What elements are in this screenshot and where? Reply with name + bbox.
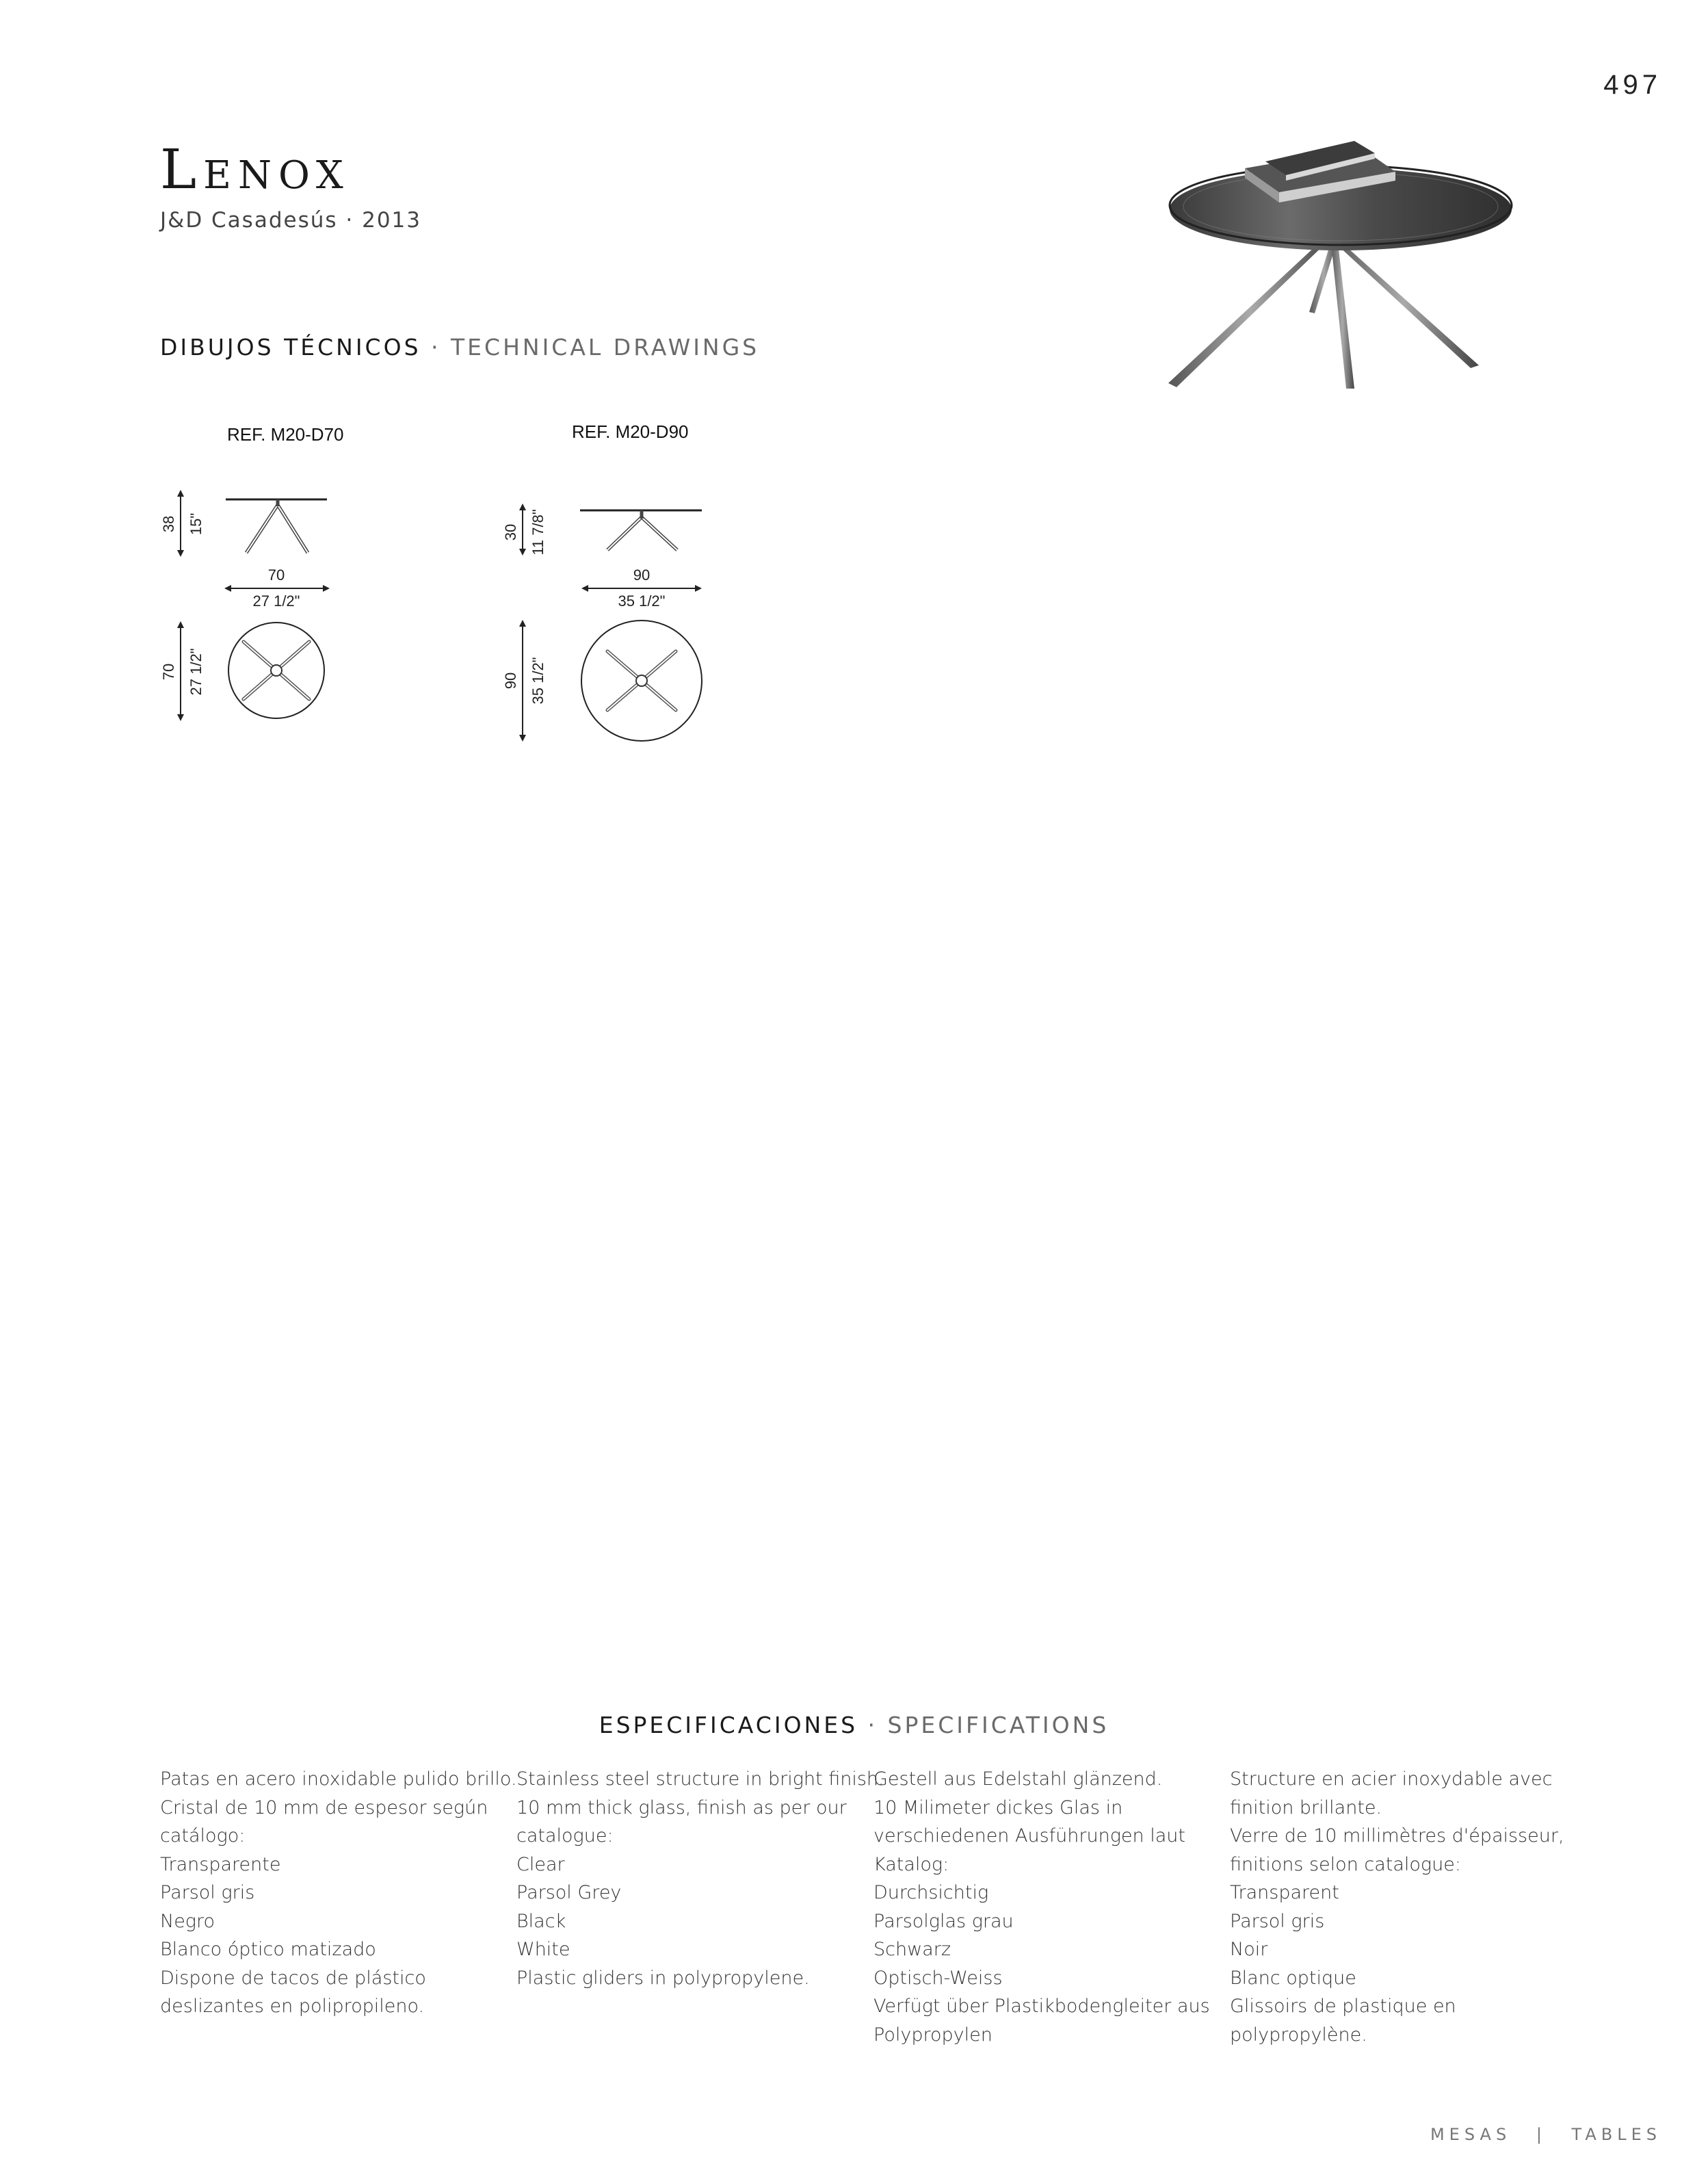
spec-line: Structure en acier inoxydable avec xyxy=(1230,1768,1553,1790)
specifications-heading xyxy=(0,1712,1708,1738)
spec-line: Parsol gris xyxy=(160,1882,255,1903)
spec-line: Parsol Grey xyxy=(516,1882,622,1903)
spec-line: Negro xyxy=(160,1910,215,1932)
spec-line: verschiedenen Ausführungen laut xyxy=(873,1825,1185,1846)
spec-line: Optisch-Weiss xyxy=(873,1967,1003,1989)
spec-line: White xyxy=(516,1939,570,1960)
spec-line: deslizantes en polipropileno. xyxy=(160,1996,425,2017)
heading-separator: · xyxy=(867,1712,878,1738)
footer-category xyxy=(1430,2125,1661,2144)
spec-line: Black xyxy=(516,1910,566,1932)
footer-category-en: TABLES xyxy=(1571,2125,1661,2144)
spec-line: finitions selon catalogue: xyxy=(1230,1853,1461,1875)
spec-line: Transparent xyxy=(1230,1882,1339,1903)
spec-line: polypropylène. xyxy=(1230,2024,1367,2046)
height-in-label: 15" xyxy=(187,512,205,536)
spec-line: catalogue: xyxy=(516,1825,614,1846)
heading-separator: · xyxy=(431,334,441,361)
spec-line: Clear xyxy=(516,1853,565,1875)
height-cm-label: 38 xyxy=(160,515,177,533)
spec-line: Blanc optique xyxy=(1230,1967,1356,1989)
width-in-label: 35 1/2" xyxy=(618,592,666,610)
heading-en: SPECIFICATIONS xyxy=(887,1712,1109,1738)
heading-es: ESPECIFICACIONES xyxy=(599,1712,858,1738)
width-cm-label: 90 xyxy=(633,566,651,584)
spec-line: Gestell aus Edelstahl glänzend. xyxy=(873,1768,1163,1790)
spec-line: finition brillante. xyxy=(1230,1797,1382,1818)
spec-line: catálogo: xyxy=(160,1825,246,1846)
width-in-label: 27 1/2" xyxy=(252,592,300,610)
drawing-ref-label: REF. M20-D90 xyxy=(572,421,689,442)
technical-drawings-heading xyxy=(160,334,759,361)
footer-divider: | xyxy=(1536,2125,1547,2144)
diameter-cm-label: 70 xyxy=(160,663,177,681)
height-cm-label: 30 xyxy=(502,523,519,541)
spec-line: Parsolglas grau xyxy=(873,1910,1014,1932)
spec-line: Katalog: xyxy=(873,1853,949,1875)
spec-line: Dispone de tacos de plástico xyxy=(160,1967,426,1989)
heading-en: TECHNICAL DRAWINGS xyxy=(451,334,760,361)
spec-line: Glissoirs de plastique en xyxy=(1230,1996,1456,2017)
drawing-ref-label: REF. M20-D70 xyxy=(227,424,344,445)
technical-drawing-d90 xyxy=(492,472,725,759)
spec-line: 10 Milimeter dickes Glas in xyxy=(873,1797,1123,1818)
spec-column-es xyxy=(160,1765,517,2021)
page-number: 497 xyxy=(1603,70,1661,100)
spec-column-fr xyxy=(1230,1765,1565,2049)
spec-line: Verre de 10 millimètres d'épaisseur, xyxy=(1230,1825,1564,1846)
technical-drawing-d70 xyxy=(150,472,356,759)
spec-line: Schwarz xyxy=(873,1939,951,1960)
spec-line: Verfügt über Plastikbodengleiter aus xyxy=(873,1996,1210,2017)
spec-line: Plastic gliders in polypropylene. xyxy=(516,1967,810,1989)
spec-line: Polypropylen xyxy=(873,2024,993,2046)
height-in-label: 11 7/8" xyxy=(529,509,547,556)
table-leg xyxy=(1330,237,1354,389)
spec-line: Blanco óptico matizado xyxy=(160,1939,376,1960)
spec-line: Durchsichtig xyxy=(873,1882,989,1903)
spec-line: Transparente xyxy=(160,1853,281,1875)
product-designer-year: J&D Casadesús · 2013 xyxy=(160,208,421,233)
footer-category-es: MESAS xyxy=(1430,2125,1512,2144)
spec-line: Parsol gris xyxy=(1230,1910,1325,1932)
width-cm-label: 70 xyxy=(267,566,285,584)
spec-line: Patas en acero inoxidable pulido brillo. xyxy=(160,1768,517,1790)
spec-line: Cristal de 10 mm de espesor según xyxy=(160,1797,488,1818)
diameter-in-label: 35 1/2" xyxy=(529,657,547,705)
spec-line: Noir xyxy=(1230,1939,1268,1960)
product-title: Lenox xyxy=(160,138,350,201)
product-photo xyxy=(1156,134,1525,394)
heading-es: DIBUJOS TÉCNICOS xyxy=(160,334,421,361)
diameter-in-label: 27 1/2" xyxy=(187,648,205,696)
table-leg xyxy=(1168,237,1332,387)
spec-line: 10 mm thick glass, finish as per our xyxy=(516,1797,847,1818)
table-leg xyxy=(1328,237,1479,368)
spec-column-en xyxy=(516,1765,884,1992)
spec-column-de xyxy=(873,1765,1209,2049)
diameter-cm-label: 90 xyxy=(502,672,519,690)
spec-line: Stainless steel structure in bright finish. xyxy=(516,1768,884,1790)
